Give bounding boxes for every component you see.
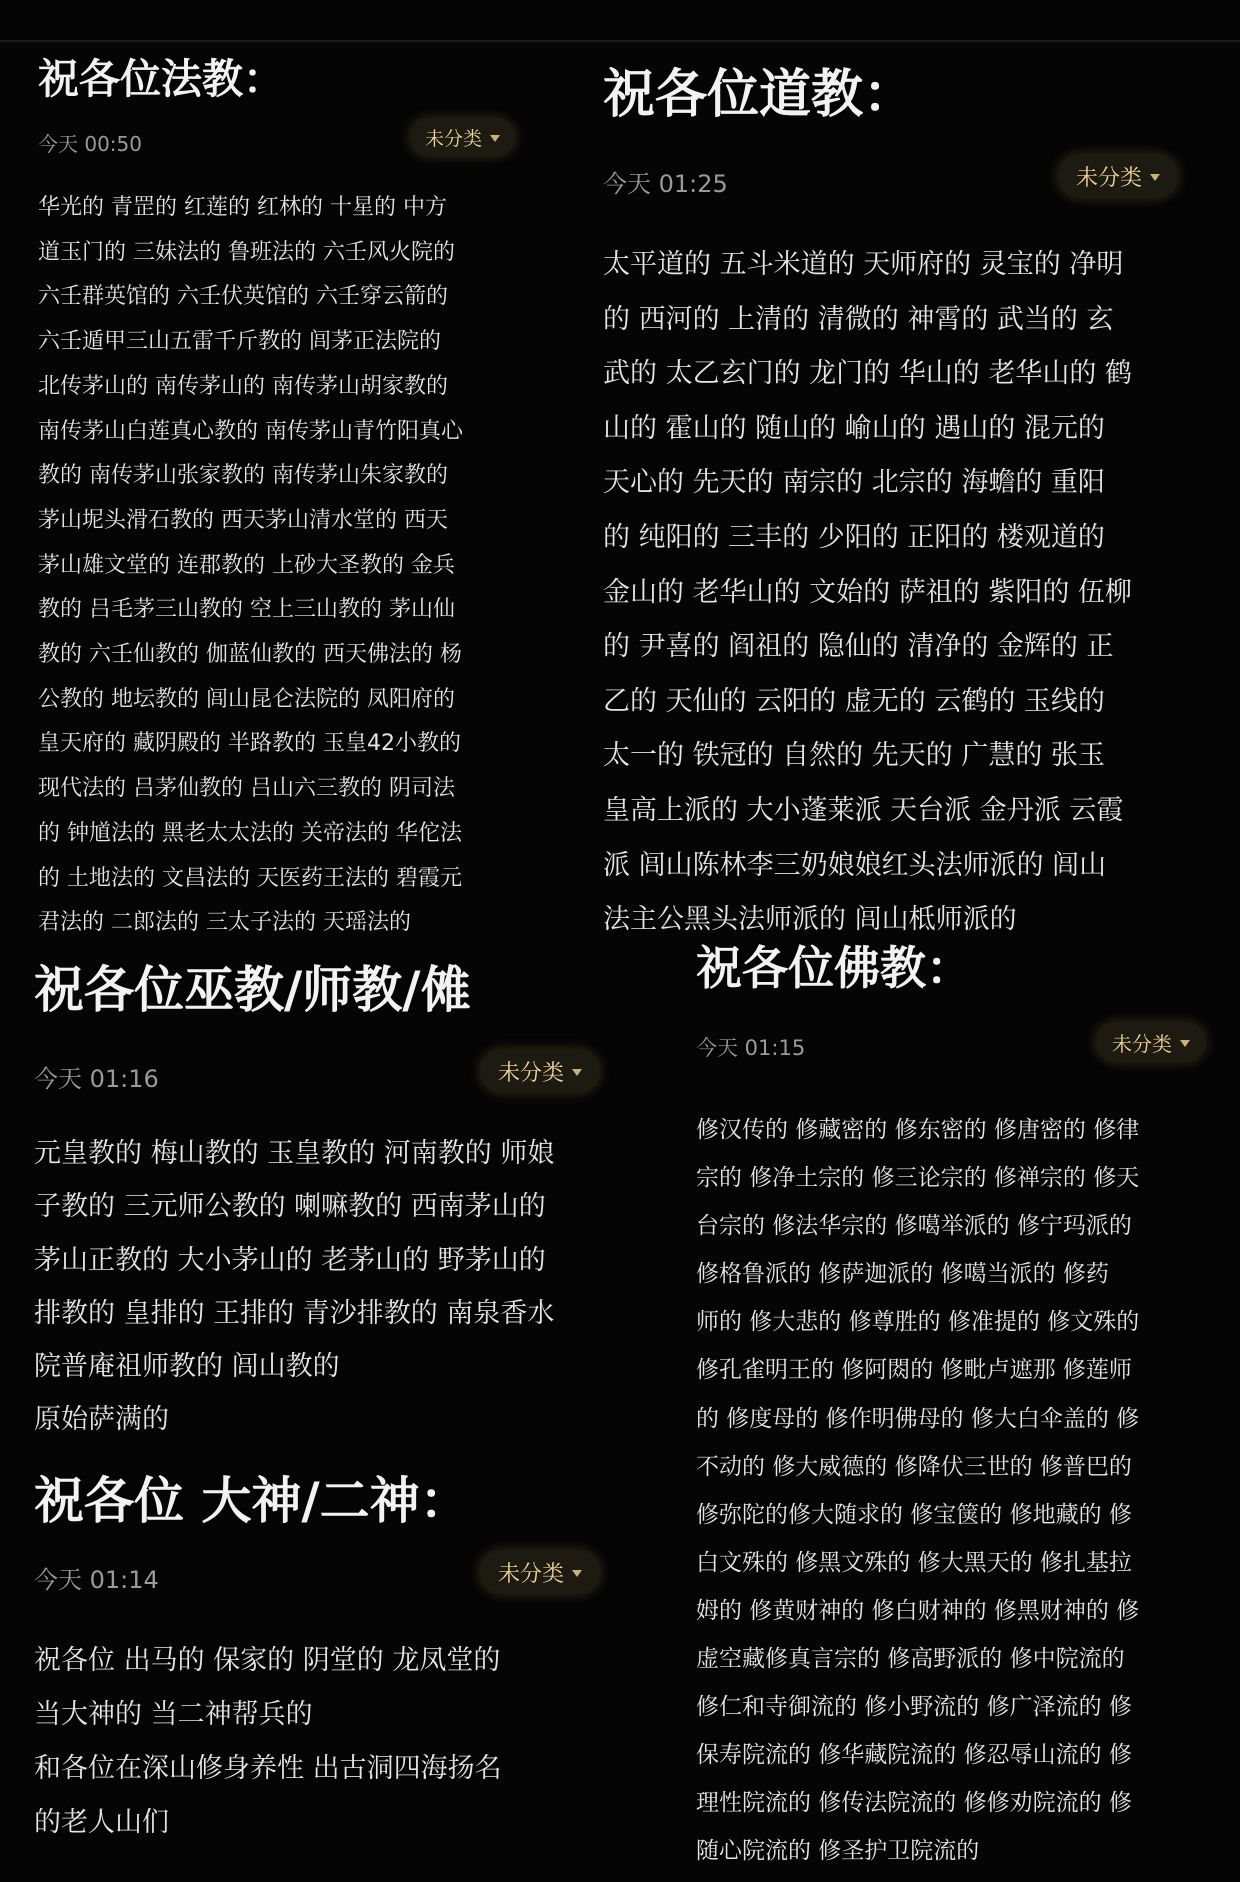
note-line: 南传茅山白莲真心教的 南传茅山青竹阳真心 [38,418,463,444]
note-line: 的 钟馗法的 黑老太太法的 关帝法的 华佗法 [38,820,462,846]
note-meta [38,118,518,162]
note-line: 茅山雄文堂的 连郡教的 上砂大圣教的 金兵 [38,552,455,578]
category-tag-label: 未分类 [498,1561,565,1587]
note-title: 祝各位佛教： [696,941,972,995]
note-time: 今天 00:50 [38,132,142,156]
note-card-dashen[interactable] [34,1466,614,1850]
note-line: 不动的 修大威德的 修降伏三世的 修普巴的 [696,1453,1132,1480]
note-line: 的 土地法的 文昌法的 天医药王法的 碧霞元 [38,865,462,891]
note-line: 修格鲁派的 修萨迦派的 修噶当派的 修药 [696,1261,1109,1288]
note-line: 教的 吕毛茅三山教的 空上三山教的 茅山仙 [38,597,455,623]
note-line: 公教的 地坛教的 闾山昆仑法院的 凤阳府的 [38,686,455,712]
note-line: 天心的 先天的 南宗的 北宗的 海蟾的 重阳 [603,467,1105,499]
note-card-daojiao[interactable] [603,60,1193,948]
note-time: 今天 01:15 [696,1036,806,1060]
note-line: 的 修度母的 修作明佛母的 修大白伞盖的 修 [696,1405,1140,1432]
note-meta [34,1550,614,1594]
note-line: 排教的 皇排的 王排的 青沙排教的 南泉香水 [34,1297,555,1329]
category-tag-button[interactable] [1096,1022,1206,1062]
note-body [696,1106,1216,1876]
category-tag-label: 未分类 [1112,1031,1172,1056]
note-line: 姆的 修黄财神的 修白财神的 修黑财神的 修 [696,1597,1140,1624]
category-tag-label: 未分类 [1076,165,1143,191]
note-line: 修孔雀明王的 修阿閦的 修毗卢遮那 修莲师 [696,1357,1132,1384]
note-time: 今天 01:16 [34,1065,159,1093]
note-line: 太平道的 五斗米道的 天师府的 灵宝的 净明 [603,249,1124,280]
note-line: 山的 霍山的 随山的 崳山的 遇山的 混元的 [603,412,1105,444]
note-body [34,1634,614,1850]
note-line: 随心院流的 修圣护卫院流的 [696,1838,980,1865]
dropdown-caret-icon [1150,174,1160,181]
note-line: 虚空藏修真言宗的 修高野派的 修中院流的 [696,1646,1125,1673]
note-line: 台宗的 修法华宗的 修噶举派的 修宁玛派的 [696,1213,1132,1240]
note-title: 祝各位巫教/师教/傩 [34,961,471,1019]
note-line: 当大神的 当二神帮兵的 [34,1699,313,1730]
note-line: 现代法的 吕茅仙教的 吕山六三教的 阴司法 [38,776,455,802]
note-line: 派 闾山陈林李三奶娘娘红头法师派的 闾山 [603,849,1107,881]
note-line: 理性院流的 修传法院流的 修修劝院流的 修 [696,1790,1132,1817]
note-line: 的老人山们 [34,1807,169,1838]
note-line: 师的 修大悲的 修尊胜的 修准提的 修文殊的 [696,1309,1140,1336]
note-line: 茅山正教的 大小茅山的 老茅山的 野茅山的 [34,1244,546,1276]
top-divider [0,40,1240,42]
note-body [34,1127,614,1447]
note-line: 教的 六壬仙教的 伽蓝仙教的 西天佛法的 杨 [38,642,462,668]
note-line: 北传茅山的 南传茅山的 南传茅山胡家教的 [38,373,448,399]
note-card-fojiao[interactable] [696,938,1216,1876]
category-tag-label: 未分类 [425,127,483,150]
note-line: 宗的 修净土宗的 修三论宗的 修禅宗的 修天 [696,1165,1140,1192]
category-tag-button[interactable] [480,1550,600,1594]
note-line: 皇天府的 藏阴殿的 半路教的 玉皇42小教的 [38,731,461,757]
note-line: 修仁和寺御流的 修小野流的 修广泽流的 修 [696,1694,1132,1721]
note-meta [34,1049,614,1093]
note-meta [603,154,1193,198]
note-card-wujiao[interactable] [34,955,614,1447]
note-line: 太一的 铁冠的 自然的 先天的 广慧的 张玉 [603,740,1105,772]
dropdown-caret-icon [1180,1040,1190,1047]
note-line: 院普庵祖师教的 闾山教的 [34,1351,340,1383]
note-line: 元皇教的 梅山教的 玉皇教的 河南教的 师娘 [34,1138,555,1169]
note-line: 皇高上派的 大小蓬莱派 天台派 金丹派 云霞 [603,794,1124,826]
category-tag-button[interactable] [480,1049,600,1093]
note-title: 祝各位法教： [38,55,284,103]
note-line: 乙的 天仙的 云阳的 虚无的 云鹤的 玉线的 [603,685,1105,717]
category-tag-button[interactable] [1058,154,1178,198]
note-line: 和各位在深山修身养性 出古洞四海扬名 [34,1753,502,1784]
note-line: 教的 南传茅山张家教的 南传茅山朱家教的 [38,463,448,489]
note-line: 金山的 老华山的 文始的 萨祖的 紫阳的 伍柳 [603,576,1132,608]
note-meta [696,1022,1216,1066]
category-tag-button[interactable] [410,118,515,156]
note-line: 子教的 三元师公教的 喇嘛教的 西南茅山的 [34,1191,546,1223]
note-card-fajiao[interactable] [38,50,518,946]
note-line: 六壬群英馆的 六壬伏英馆的 六壬穿云箭的 [38,284,448,310]
note-time: 今天 01:14 [34,1566,159,1594]
note-line: 保寿院流的 修华藏院流的 修忍辱山流的 修 [696,1742,1132,1769]
note-line: 法主公黑头法师派的 闾山柢师派的 [603,904,1017,936]
note-line: 茅山坭头滑石教的 西天茅山清水堂的 西天 [38,507,448,533]
note-line: 原始萨满的 [34,1404,169,1436]
note-body [603,238,1193,948]
note-line: 六壬遁甲三山五雷千斤教的 闾茅正法院的 [38,329,441,355]
note-line: 修弥陀的修大随求的 修宝箧的 修地藏的 修 [696,1501,1132,1528]
note-line: 的 尹喜的 阎祖的 隐仙的 清净的 金辉的 正 [603,631,1114,663]
note-title: 祝各位道教： [603,65,916,125]
note-title: 祝各位 大神/二神： [34,1472,470,1530]
dropdown-caret-icon [572,1069,582,1076]
note-line: 修汉传的 修藏密的 修东密的 修唐密的 修律 [696,1117,1140,1143]
category-tag-label: 未分类 [498,1060,565,1086]
note-line: 君法的 二郎法的 三太子法的 天瑶法的 [38,910,411,936]
note-line: 华光的 青罡的 红莲的 红林的 十星的 中方 [38,195,447,220]
note-line: 的 纯阳的 三丰的 少阳的 正阳的 楼观道的 [603,521,1105,553]
note-line: 白文殊的 修黑文殊的 修大黑天的 修扎基拉 [696,1549,1132,1576]
note-line: 道玉门的 三妹法的 鲁班法的 六壬风火院的 [38,239,455,265]
note-time: 今天 01:25 [603,170,728,198]
note-line: 武的 太乙玄门的 龙门的 华山的 老华山的 鹤 [603,358,1132,390]
note-body [38,186,518,946]
dropdown-caret-icon [490,135,500,142]
note-line: 的 西河的 上清的 清微的 神霄的 武当的 玄 [603,303,1114,335]
note-line: 祝各位 出马的 保家的 阴堂的 龙凤堂的 [34,1645,501,1676]
dropdown-caret-icon [572,1570,582,1577]
